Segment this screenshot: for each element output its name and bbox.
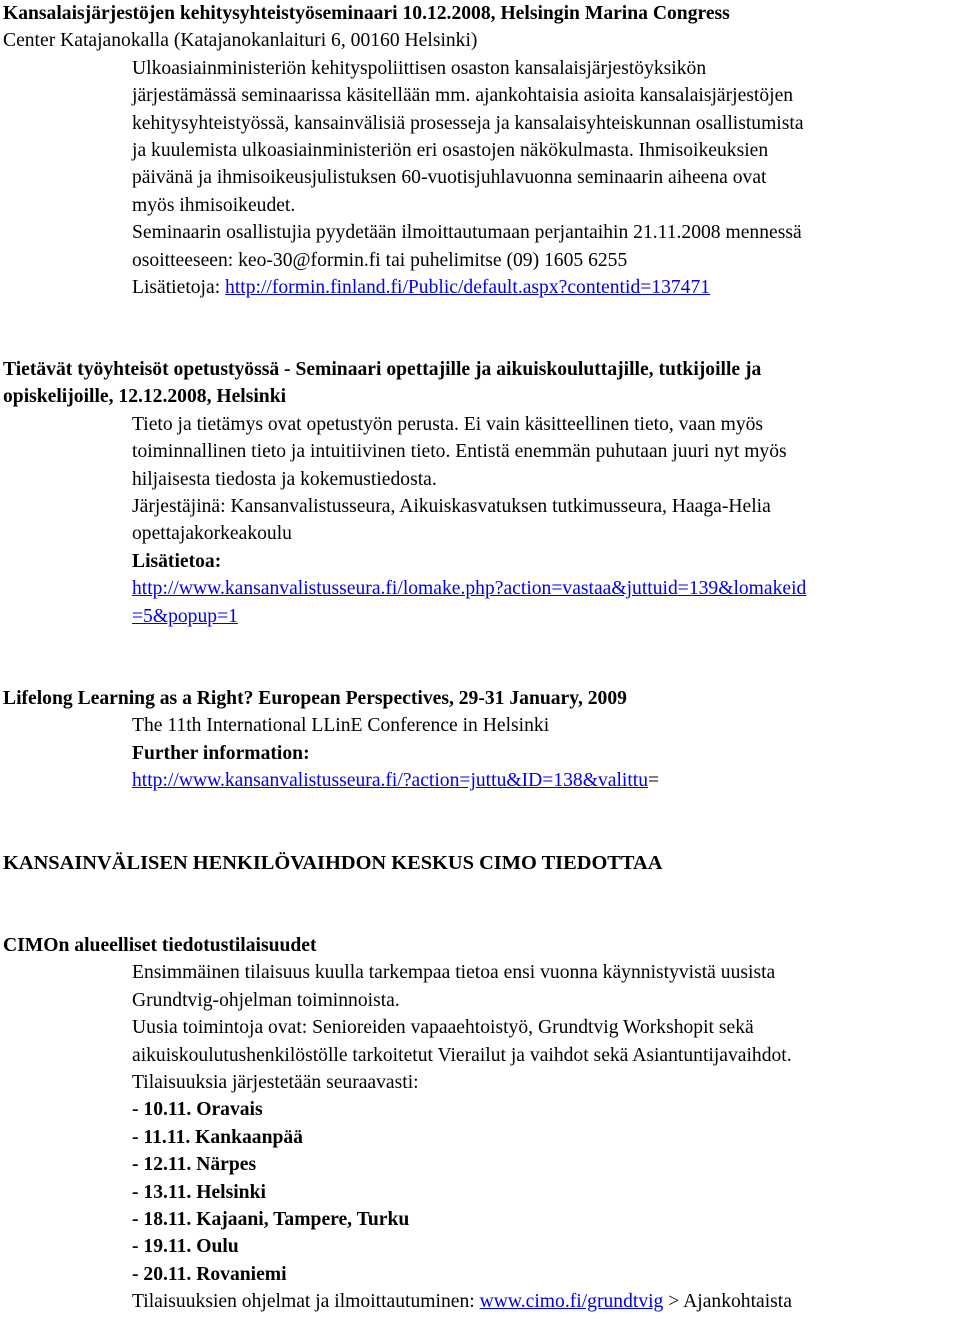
conference-info-link[interactable]: http://www.kansanvalistusseura.fi/?action=juttu&ID=138&valittu	[132, 770, 649, 792]
seminar1-body-line: Seminaarin osallistujia pyydetään ilmoittautumaan perjantaihin 21.11.2008 mennessä	[132, 222, 802, 244]
event-list-item: - 11.11. Kankaanpää	[132, 1126, 303, 1148]
seminar2-title-line2: opiskelijoille, 12.12.2008, Helsinki	[3, 386, 287, 408]
seminar2-title-line1: Tietävät työyhteisöt opetustyössä - Seminaari opettajille ja aikuiskouluttajille, tutkijoille ja	[3, 359, 762, 380]
conference-info-label: Further information:	[132, 742, 310, 764]
seminar1-info-link[interactable]: http://formin.finland.fi/Public/default.aspx?contentid=137471	[225, 277, 711, 298]
cimo-body-line: Uusia toimintoja ovat: Senioreiden vapaaehtoistyö, Grundtvig Workshopit sekä	[132, 1017, 754, 1039]
seminar2-info-link[interactable]: http://www.kansanvalistusseura.fi/lomake.php?action=vastaa&juttuid=139&lomakeid	[132, 578, 807, 600]
seminar2-body-line: hiljaisesta tiedosta ja kokemustiedosta.	[132, 468, 437, 490]
cimo-footer-suffix: > Ajankohtaista	[663, 1291, 792, 1313]
seminar1-body-line: myös ihmisoikeudet.	[132, 194, 296, 216]
cimo-body-line: aikuiskoulutushenkilöstölle tarkoitetut Vierailut ja vaihdot sekä Asiantuntijavaihdot.	[132, 1044, 792, 1066]
cimo-events-title: CIMOn alueelliset tiedotustilaisuudet	[3, 935, 317, 956]
event-list-item: - 19.11. Oulu	[132, 1236, 239, 1258]
seminar2-info-label: Lisätietoa:	[132, 550, 222, 572]
cimo-body-line: Tilaisuuksia järjestetään seuraavasti:	[132, 1072, 419, 1093]
seminar2-link-line2	[132, 603, 238, 630]
seminar1-body-line: Ulkoasiainministeriön kehityspoliittisen osaston kansalaisjärjestöyksikön	[132, 57, 707, 79]
event-list-item: - 12.11. Närpes	[132, 1154, 257, 1176]
cimo-body-line: Grundtvig-ohjelman toiminnoista.	[132, 989, 400, 1011]
seminar1-body-line: kehitysyhteistyössä, kansainvälisiä prosesseja ja kansalaisyhteiskunnan osallistumista	[132, 112, 804, 134]
event-list-item: - 20.11. Rovaniemi	[132, 1263, 287, 1285]
cimo-footer-line	[132, 1288, 792, 1315]
event-list-item: - 10.11. Oravais	[132, 1099, 263, 1121]
cimo-section-heading: KANSAINVÄLISEN HENKILÖVAIHDON KESKUS CIMO TIEDOTTAA	[3, 852, 663, 874]
conference-title: Lifelong Learning as a Right? European Perspectives, 29-31 January, 2009	[3, 688, 627, 709]
cimo-body-line: Ensimmäinen tilaisuus kuulla tarkempaa tietoa ensi vuonna käynnistyvistä uusista	[132, 962, 776, 984]
event-list-item: - 18.11. Kajaani, Tampere, Turku	[132, 1209, 410, 1230]
seminar2-body-line: opettajakorkeakoulu	[132, 523, 292, 545]
seminar2-body-line: Järjestäjinä: Kansanvalistusseura, Aikuiskasvatuksen tutkimusseura, Haaga-Helia	[132, 496, 771, 517]
seminar1-body-line: ja kuulemista ulkoasiainministeriön eri osastojen näkökulmasta. Ihmisoikeuksien	[132, 140, 769, 161]
seminar1-body-line: osoitteeseen: keo-30@formin.fi tai puhelimitse (09) 1605 6255	[132, 249, 628, 271]
seminar2-info-link-continued[interactable]: =5&popup=1	[132, 605, 238, 627]
cimo-grundtvig-link[interactable]: www.cimo.fi/grundtvig	[479, 1291, 664, 1313]
seminar1-info-line	[132, 274, 710, 301]
conference-link-suffix: =	[648, 770, 660, 792]
seminar1-info-label: Lisätietoja:	[132, 277, 226, 298]
seminar1-body-line: päivänä ja ihmisoikeusjulistuksen 60-vuotisjuhlavuonna seminaarin aiheena ovat	[132, 167, 767, 189]
seminar2-body-line: Tieto ja tietämys ovat opetustyön perusta. Ei vain käsitteellinen tieto, vaan myös	[132, 413, 764, 435]
seminar1-title-line2: Center Katajanokalla (Katajanokanlaituri 6, 00160 Helsinki)	[3, 30, 478, 52]
cimo-footer-label: Tilaisuuksien ohjelmat ja ilmoittautuminen:	[132, 1291, 480, 1313]
seminar2-link-line1	[132, 575, 806, 602]
conference-body: The 11th International LLinE Conference in Helsinki	[132, 715, 550, 737]
conference-link-line	[132, 767, 659, 794]
seminar1-body-line: järjestämässä seminaarissa käsitellään mm. ajankohtaisia asioita kansalaisjärjestöjen	[132, 85, 794, 107]
seminar1-title-line1: Kansalaisjärjestöjen kehitysyhteistyöseminaari 10.12.2008, Helsingin Marina Congress	[3, 3, 730, 24]
event-list-item: - 13.11. Helsinki	[132, 1181, 266, 1203]
seminar2-body-line: toiminnallinen tieto ja intuitiivinen tieto. Entistä enemmän puhutaan juuri nyt myös	[132, 441, 787, 463]
